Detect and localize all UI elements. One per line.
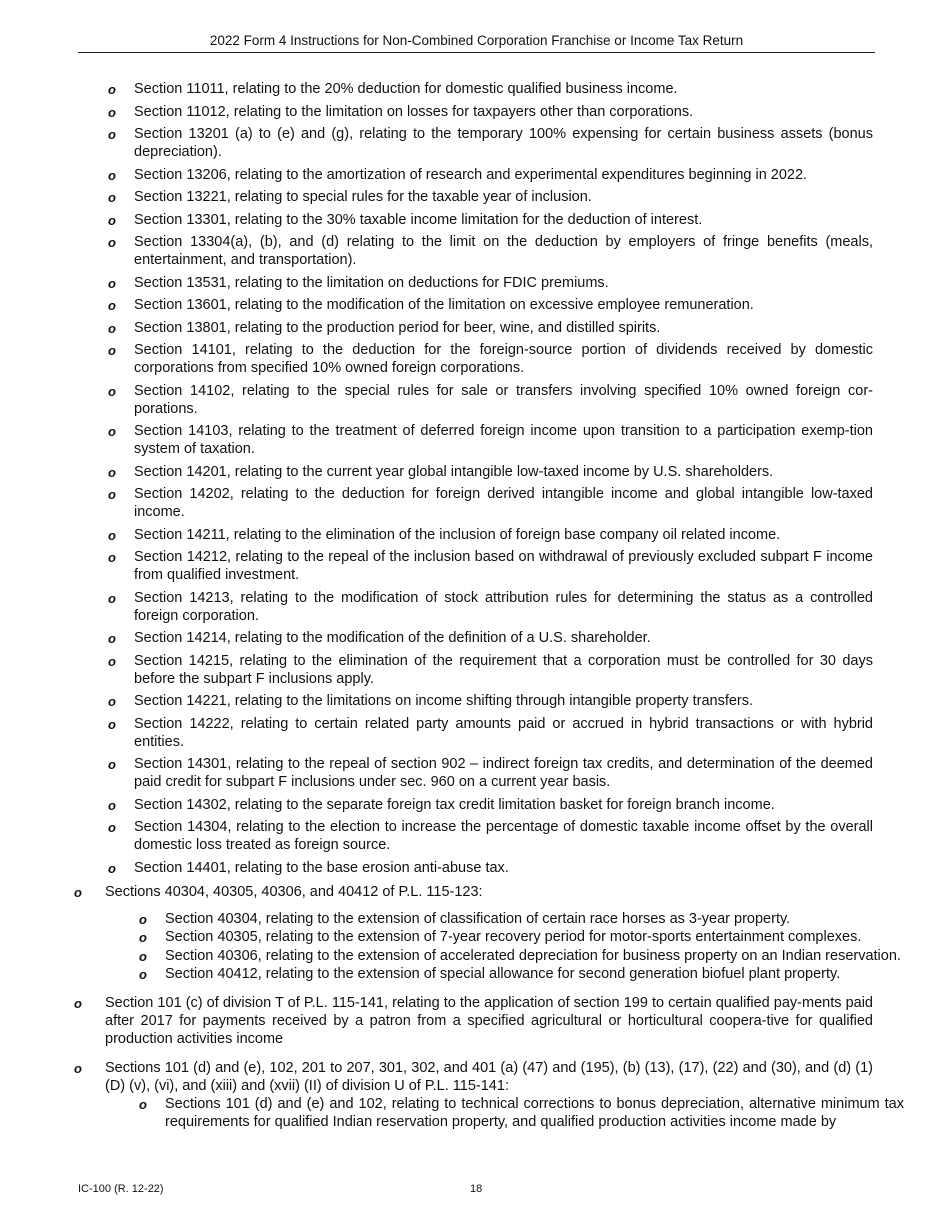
bullet-icon: o	[108, 797, 116, 813]
bullet-icon: o	[74, 1061, 82, 1076]
bullet-icon: o	[139, 1097, 147, 1112]
list-item	[108, 692, 873, 710]
list-item	[108, 485, 873, 521]
bullet-icon: o	[139, 967, 147, 982]
list-item-text: Section 14201, relating to the current year global intangible low-taxed income by U.S. shareholders.	[134, 463, 774, 480]
list-item-text: Section 14101, relating to the deduction for the foreign-source portion of dividends received by domestic corporations from specified 10% owned foreign corporations.	[134, 342, 873, 376]
list-item	[108, 296, 873, 314]
list-item-text: Section 14221, relating to the limitations on income shifting through intangible property transfers.	[134, 693, 754, 709]
list-item-text: Sections 40304, 40305, 40306, and 40412 of P.L. 115-123:	[105, 883, 483, 900]
page-content	[0, 80, 950, 1131]
nested-list	[139, 910, 904, 984]
list-item-text: Section 14222, relating to certain related party amounts paid or accrued in hybrid transactions or with hybrid entities.	[134, 715, 873, 750]
list-item-text: Section 11011, relating to the 20% deduction for domestic qualified business income.	[134, 81, 678, 97]
bullet-icon: o	[108, 424, 116, 439]
bullet-icon: o	[108, 235, 116, 250]
list-item	[108, 859, 873, 877]
list-item-text: Section 14102, relating to the special rules for sale or transfers involving specified 10% owned foreign cor-porations.	[134, 382, 873, 417]
outer-section-list	[0, 883, 950, 1132]
list-item-text: Section 40305, relating to the extension of 7-year recovery period for motor-sports entertainment complexes.	[165, 929, 862, 945]
list-item	[108, 755, 873, 791]
bullet-icon: o	[108, 104, 116, 120]
bullet-icon: o	[108, 212, 116, 228]
list-item	[108, 125, 873, 161]
list-item-text: Section 13221, relating to special rules for the taxable year of inclusion.	[134, 189, 592, 205]
bullet-icon: o	[108, 820, 116, 835]
list-item	[108, 188, 873, 206]
bullet-icon: o	[108, 757, 116, 772]
bullet-icon: o	[108, 82, 116, 97]
list-item-text: Section 13301, relating to the 30% taxable income limitation for the deduction of interest.	[134, 211, 703, 228]
bullet-icon: o	[108, 383, 116, 399]
bullet-icon: o	[108, 487, 116, 502]
bullet-icon: o	[139, 948, 147, 964]
list-item-text: Section 14301, relating to the repeal of section 902 – indirect foreign tax credits, and determination of the deemed paid credit for subpart F inclusions under sec. 960 on a current year basis.	[134, 756, 873, 790]
bullet-icon: o	[108, 298, 116, 313]
bullet-icon: o	[108, 464, 116, 480]
list-item-text: Sections 101 (d) and (e) and 102, relating to technical corrections to bonus depreciation, alternative minimum tax requirements for qualified Indian reservation property, and qualified production activities income made by	[165, 1096, 904, 1130]
list-item	[108, 463, 873, 481]
list-item	[108, 382, 873, 418]
list-item-text: Sections 101 (d) and (e), 102, 201 to 207, 301, 302, and 401 (a) (47) and (195), (b) (13), (17), (22) and (30), and (d) (1) (D) (v), (vi), and (xiii) and (xvii) (II) of division U of P.L. 115-141:	[105, 1060, 873, 1094]
bullet-icon: o	[108, 275, 116, 291]
list-item	[108, 274, 873, 292]
list-item-text: Section 14401, relating to the base erosion anti-abuse tax.	[134, 859, 509, 876]
outer-list	[74, 883, 901, 984]
list-item	[74, 1059, 904, 1131]
list-item-text: Section 14304, relating to the election to increase the percentage of domestic taxable income offset by the overall domestic loss treated as foreign source.	[134, 819, 873, 853]
bullet-icon: o	[139, 930, 147, 945]
list-item-text: Section 13801, relating to the production period for beer, wine, and distilled spirits.	[134, 319, 661, 336]
bullet-icon: o	[108, 127, 116, 142]
list-item-text: Section 13601, relating to the modification of the limitation on excessive employee remuneration.	[134, 297, 754, 313]
bullet-icon: o	[108, 167, 116, 183]
list-item	[108, 652, 873, 688]
list-item	[108, 233, 873, 269]
bullet-icon: o	[108, 653, 116, 669]
list-item-text: Section 11012, relating to the limitation on losses for taxpayers other than corporations.	[134, 103, 694, 120]
list-item-text: Section 40306, relating to the extension of accelerated depreciation for business property on an Indian reservation.	[165, 947, 901, 964]
list-item	[74, 883, 901, 984]
list-item	[108, 166, 873, 184]
list-item	[108, 715, 873, 751]
bullet-icon: o	[108, 190, 116, 205]
list-item-text: Section 14211, relating to the elimination of the inclusion of foreign base company oil related income.	[134, 526, 781, 543]
page-number: 18	[470, 1183, 483, 1195]
bullet-icon: o	[74, 996, 82, 1011]
list-item-text: Section 14202, relating to the deduction for foreign derived intangible income and global intangible low-taxed income.	[134, 486, 873, 520]
bullet-icon: o	[108, 694, 116, 709]
list-item	[139, 928, 904, 946]
list-item-text: Section 14302, relating to the separate foreign tax credit limitation basket for foreign branch income.	[134, 796, 775, 813]
nested-list	[139, 1095, 904, 1131]
bullet-icon: o	[108, 320, 116, 336]
list-item-text: Section 101 (c) of division T of P.L. 115-141, relating to the application of section 199 to certain qualified pay-ments paid after 2017 for payments received by a patron from a specified agricultural or horticultural coopera-tive for qualified production activities income	[105, 995, 873, 1047]
list-item	[108, 80, 873, 98]
section-list	[108, 80, 873, 877]
list-item-text: Section 13206, relating to the amortization of research and experimental expenditures beginning in 2022.	[134, 166, 808, 183]
list-item-text: Section 13531, relating to the limitation on deductions for FDIC premiums.	[134, 274, 609, 291]
list-item-text: Section 40412, relating to the extension of special allowance for second generation biofuel plant property.	[165, 966, 841, 982]
list-item	[108, 589, 873, 625]
bullet-icon: o	[108, 527, 116, 543]
list-item	[108, 319, 873, 337]
list-item-text: Section 40304, relating to the extension of classification of certain race horses as 3-year property.	[165, 910, 791, 927]
form-id: IC-100 (R. 12-22)	[78, 1183, 164, 1195]
list-item	[108, 818, 873, 854]
list-item	[139, 947, 904, 965]
bullet-icon: o	[139, 911, 147, 927]
list-item-text: Section 14214, relating to the modification of the definition of a U.S. shareholder.	[134, 630, 651, 646]
list-item-text: Section 14103, relating to the treatment of deferred foreign income upon transition to a participation exemp-tion system of taxation.	[134, 423, 873, 457]
bullet-icon: o	[108, 343, 116, 358]
list-item-text: Section 14215, relating to the elimination of the requirement that a corporation must be controlled for 30 days before the subpart F inclusions apply.	[134, 652, 873, 687]
list-item	[108, 211, 873, 229]
outer-list	[74, 1059, 904, 1131]
list-item	[108, 629, 873, 647]
list-item-text: Section 14213, relating to the modification of stock attribution rules for determining the status as a controlled foreign corporation.	[134, 589, 873, 624]
outer-list	[74, 994, 873, 1048]
list-item	[139, 910, 904, 928]
bullet-icon: o	[108, 860, 116, 876]
list-item-text: Section 14212, relating to the repeal of the inclusion based on withdrawal of previously excluded subpart F income from qualified investment.	[134, 549, 873, 583]
list-item	[108, 796, 873, 814]
list-item	[108, 526, 873, 544]
bullet-icon: o	[108, 590, 116, 606]
list-item-text: Section 13304(a), (b), and (d) relating to the limit on the deduction by employers of fringe benefits (meals, entertainment, and transportation).	[134, 234, 873, 268]
bullet-icon: o	[108, 550, 116, 565]
list-item	[108, 548, 873, 584]
list-item-text: Section 13201 (a) to (e) and (g), relating to the temporary 100% expensing for certain business assets (bonus depreciation).	[134, 126, 873, 160]
bullet-icon: o	[74, 884, 82, 900]
list-item	[108, 103, 873, 121]
bullet-icon: o	[108, 631, 116, 646]
list-item	[74, 994, 873, 1048]
list-item	[139, 965, 904, 983]
page-header: 2022 Form 4 Instructions for Non-Combined Corporation Franchise or Income Tax Return	[78, 33, 875, 53]
list-item	[108, 422, 873, 458]
list-item	[139, 1095, 904, 1131]
bullet-icon: o	[108, 716, 116, 732]
list-item	[108, 341, 873, 377]
